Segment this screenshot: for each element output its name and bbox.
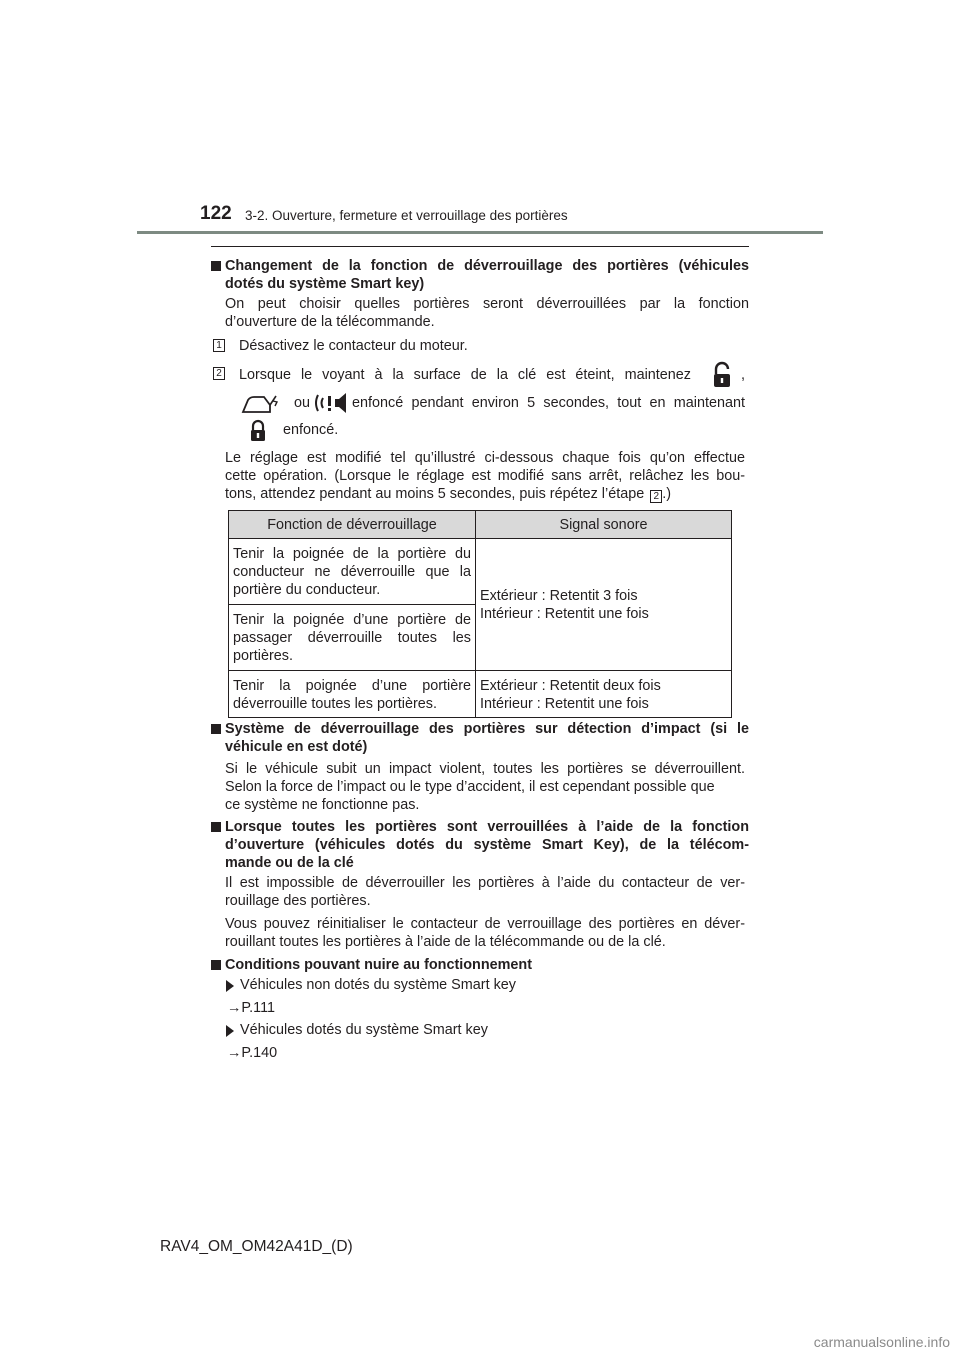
step-1-text: Désactivez le contacteur du moteur.	[239, 338, 468, 354]
step-2-line1: Lorsque le voyant à la surface de la clé est éteint, maintenez	[239, 367, 691, 383]
arrow-right-icon	[226, 979, 234, 997]
table-cell-function: Tenir la poignée d’une portière de passager déverrouille toutes les portières.	[229, 605, 476, 671]
table-row	[229, 671, 732, 718]
section1-intro-line1: On peut choisir quelles portières seront déverrouillées par la fonction	[225, 296, 749, 312]
table-cell-signal	[476, 671, 732, 718]
note-line1: Le réglage est modifié tel qu’illustré ci-dessous chaque fois qu’on effectue	[225, 450, 745, 466]
list-item: Véhicules dotés du système Smart key	[240, 1022, 488, 1038]
section2-body-line2: Selon la force de l’impact ou le type d’accident, il est cependant possible que	[225, 779, 715, 795]
lock-button-icon	[708, 360, 736, 395]
note-line2: cette opération. (Lorsque le réglage est modifié sans arrêt, relâchez les bou-	[225, 468, 745, 484]
section2-title-line2: véhicule en est doté)	[225, 739, 368, 755]
step-2-line2: enfoncé pendant environ 5 secondes, tout en maintenant	[352, 395, 745, 411]
header-divider	[137, 231, 823, 234]
step-2-comma: ,	[741, 367, 745, 383]
watermark: carmanualsonline.info	[813, 1334, 950, 1350]
bullet-square-icon	[211, 724, 221, 734]
note-step-badge: 2	[650, 490, 662, 503]
section4-title: Conditions pouvant nuire au fonctionnement	[225, 957, 532, 973]
step-2-line3: enfoncé.	[283, 422, 339, 438]
table-header-signal: Signal sonore	[476, 511, 732, 539]
signal-interior: Intérieur : Retentit une fois	[480, 696, 649, 712]
bullet-square-icon	[211, 822, 221, 832]
note-line3	[225, 485, 671, 503]
section3-body2-line2: rouillant toutes les portières à l’aide de la télécommande ou de la clé.	[225, 934, 666, 950]
section-divider	[211, 246, 749, 247]
section2-body-line3: ce système ne fonctionne pas.	[225, 797, 420, 813]
step-1-badge: 1	[213, 339, 225, 352]
signal-exterior: Extérieur : Retentit 3 fois	[480, 587, 638, 604]
section1-intro-line2: d’ouverture de la télécommande.	[225, 314, 435, 330]
note-line3-end: .)	[662, 486, 672, 502]
section1-title-line2: dotés du système Smart key)	[225, 276, 425, 292]
bullet-square-icon	[211, 960, 221, 970]
section3-title-line3: mande ou de la clé	[225, 855, 354, 871]
section3-body1-line1: Il est impossible de déverrouiller les portières à l’aide du contacteur de ver-	[225, 875, 745, 891]
section1-title-line1: Changement de la fonction de déverrouillage des portières (véhicules	[225, 258, 749, 274]
section3-body2-line1: Vous pouvez réinitialiser le contacteur de verrouillage des portières en déver-	[225, 916, 745, 932]
page-number: 122	[200, 203, 232, 224]
step-2-badge: 2	[213, 367, 225, 380]
table-cell-function: Tenir la poignée de la portière du conducteur ne déverrouille que la portière du conducteur.	[229, 539, 476, 605]
signal-exterior: Extérieur : Retentit deux fois	[480, 678, 661, 694]
signal-interior: Intérieur : Retentit une fois	[480, 605, 649, 622]
list-item: Véhicules non dotés du système Smart key	[240, 977, 516, 993]
section2-title-line1: Système de déverrouillage des portières sur détection d’impact (si le	[225, 721, 749, 737]
table-header-function: Fonction de déverrouillage	[229, 511, 476, 539]
document-code: RAV4_OM_OM42A41D_(D)	[160, 1238, 353, 1255]
arrow-right-icon	[226, 1024, 234, 1042]
table-cell-function: Tenir la poignée d’une portière déverrouille toutes les portières.	[229, 671, 476, 718]
section3-title-line1: Lorsque toutes les portières sont verrouillées à l’aide de la fonction	[225, 819, 749, 835]
section3-title-line2: d’ouverture (véhicules dotés du système Smart Key), de la télécom-	[225, 837, 749, 853]
table-cell-signal	[476, 539, 732, 671]
table-header-row	[229, 511, 732, 539]
table-row	[229, 539, 732, 605]
lock-icon	[247, 419, 269, 448]
chapter-title: 3-2. Ouverture, fermeture et verrouillage des portières	[245, 208, 568, 223]
page-reference-link[interactable]: →P.140	[227, 1045, 278, 1061]
unlock-function-table	[228, 510, 732, 718]
section3-body1-line2: rouillage des portières.	[225, 893, 371, 909]
bullet-square-icon	[211, 261, 221, 271]
panic-button-icon	[313, 391, 349, 420]
step-2-or: ou	[294, 395, 311, 411]
page-reference-link[interactable]: →P.111	[227, 1000, 276, 1016]
section2-body-line1: Si le véhicule subit un impact violent, toutes les portières se déverrouillent.	[225, 761, 745, 777]
note-line3-text: tons, attendez pendant au moins 5 secondes, puis répétez l’étape	[225, 486, 645, 502]
